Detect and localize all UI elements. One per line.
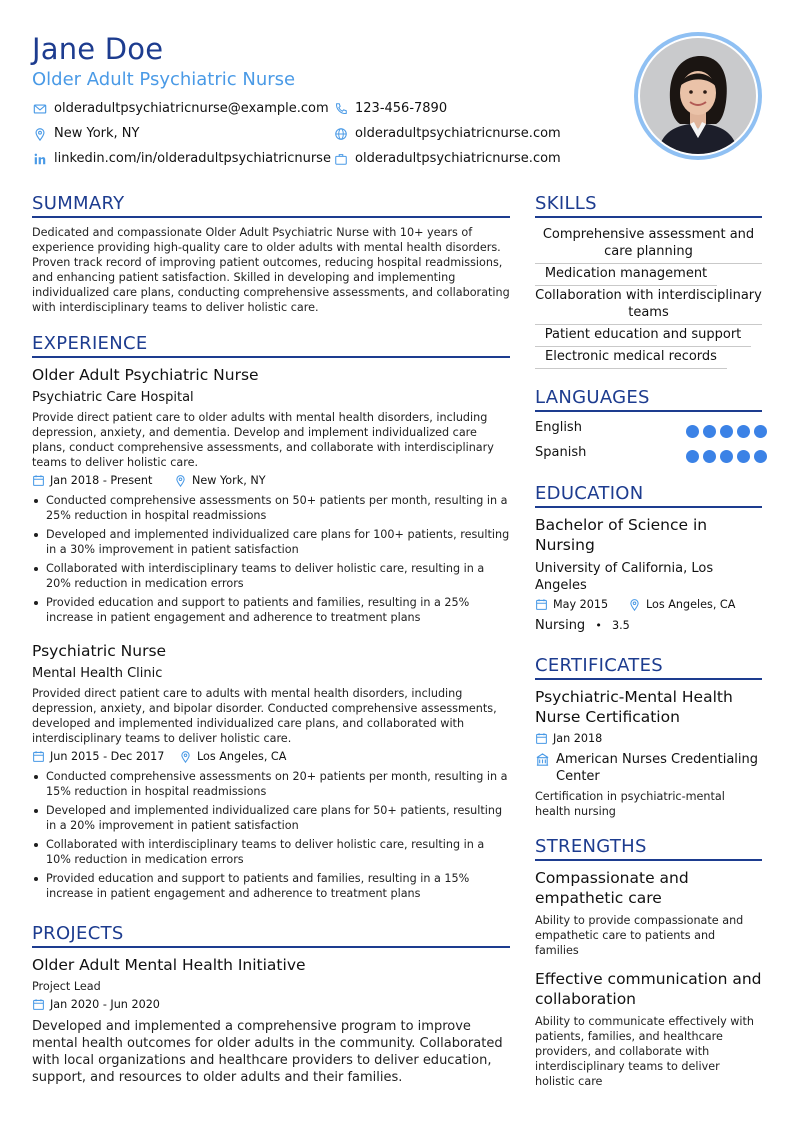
school-name: University of California, Los Angeles bbox=[535, 561, 714, 593]
experience-heading: EXPERIENCE bbox=[32, 333, 148, 354]
calendar-icon bbox=[32, 474, 45, 487]
experience-divider bbox=[32, 356, 510, 358]
languages-divider bbox=[535, 410, 762, 412]
education-location: Los Angeles, CA bbox=[628, 598, 735, 611]
avatar bbox=[634, 32, 762, 160]
separator-dot: • bbox=[595, 619, 602, 632]
job-dates: Jan 2018 - Present bbox=[32, 474, 152, 487]
project-role: Project Lead bbox=[32, 980, 101, 993]
certificate-name: Psychiatric-Mental Health Nurse Certification bbox=[535, 688, 733, 726]
contact-email[interactable] bbox=[32, 101, 329, 116]
project-name: Older Adult Mental Health Initiative bbox=[32, 956, 306, 974]
job-location: Los Angeles, CA bbox=[179, 750, 286, 763]
certificates-divider bbox=[535, 678, 762, 680]
skill-item: Electronic medical records bbox=[535, 348, 727, 369]
location-text: New York, NY bbox=[54, 126, 140, 141]
portfolio-text: olderadultpsychiatricnurse.com bbox=[355, 151, 561, 166]
rating-dot bbox=[754, 425, 767, 438]
project-description: Developed and implemented a comprehensive program to improve mental health outcomes for older adults in the community. Collaborated with local organizations and healthcare providers to deliver education, support, and resources to older adults and their families. bbox=[32, 1019, 503, 1085]
contact-linkedin[interactable] bbox=[32, 151, 331, 166]
projects-heading: PROJECTS bbox=[32, 923, 124, 944]
map-pin-icon bbox=[174, 474, 187, 487]
strength-name: Compassionate and empathetic care bbox=[535, 869, 689, 907]
rating-dot bbox=[737, 450, 750, 463]
skills-divider bbox=[535, 216, 762, 218]
phone-icon bbox=[333, 101, 348, 116]
strengths-heading: STRENGTHS bbox=[535, 836, 647, 857]
project-dates: Jan 2020 - Jun 2020 bbox=[32, 998, 160, 1011]
briefcase-icon bbox=[333, 151, 348, 166]
strength-description: Ability to communicate effectively with patients, families, and healthcare providers, and collaborate with interdisciplinary teams to deliver holistic care bbox=[535, 1015, 754, 1088]
education-dates: May 2015 bbox=[535, 598, 608, 611]
summary-heading: SUMMARY bbox=[32, 193, 125, 214]
job-location: New York, NY bbox=[174, 474, 266, 487]
map-pin-icon bbox=[179, 750, 192, 763]
summary-text: Dedicated and compassionate Older Adult Psychiatric Nurse with 10+ years of experience providing high-quality care to older adults with mental health disorders. Proven track record of improving patient outcomes, reducing hospital readmissions, and enhancing patient satisfaction. Skilled in developing and implementing individualized care plans, conducting comprehensive assessments, and collaborating with interdisciplinary teams to deliver holistic care. bbox=[32, 226, 510, 314]
languages-heading: LANGUAGES bbox=[535, 387, 650, 408]
map-pin-icon bbox=[32, 126, 47, 141]
language-name: English bbox=[535, 420, 582, 435]
certificates-heading: CERTIFICATES bbox=[535, 655, 663, 676]
contact-phone[interactable] bbox=[333, 101, 447, 116]
certificate-description: Certification in psychiatric-mental health nursing bbox=[535, 790, 725, 818]
contact-website[interactable] bbox=[333, 126, 561, 141]
projects-divider bbox=[32, 946, 510, 948]
strength-name: Effective communication and collaboration bbox=[535, 970, 762, 1008]
list-item: Collaborated with interdisciplinary teams to deliver holistic care, resulting in a 10% reduction in medication errors bbox=[32, 837, 512, 867]
skill-item: Medication management bbox=[535, 265, 717, 286]
list-item: Conducted comprehensive assessments on 20+ patients per month, resulting in a 15% reduction in hospital readmissions bbox=[32, 769, 512, 799]
rating-dot bbox=[720, 425, 733, 438]
rating-dot bbox=[703, 450, 716, 463]
list-item: Developed and implemented individualized care plans for 100+ patients, resulting in a 30% improvement in patient satisfaction bbox=[32, 527, 512, 557]
education-gpa: 3.5 bbox=[611, 619, 630, 632]
calendar-icon bbox=[32, 750, 45, 763]
linkedin-icon bbox=[32, 151, 47, 166]
skill-item: Comprehensive assessment and care planning bbox=[535, 226, 762, 264]
education-heading: EDUCATION bbox=[535, 483, 644, 504]
education-divider bbox=[535, 506, 762, 508]
globe-icon bbox=[333, 126, 348, 141]
skills-heading: SKILLS bbox=[535, 193, 597, 214]
language-rating bbox=[686, 450, 767, 463]
rating-dot bbox=[686, 450, 699, 463]
rating-dot bbox=[720, 450, 733, 463]
job-achievements bbox=[32, 769, 512, 905]
language-rating bbox=[686, 425, 767, 438]
website-text: olderadultpsychiatricnurse.com bbox=[355, 126, 561, 141]
company-name: Psychiatric Care Hospital bbox=[32, 390, 194, 405]
summary-divider bbox=[32, 216, 510, 218]
candidate-role: Older Adult Psychiatric Nurse bbox=[32, 69, 296, 90]
rating-dot bbox=[703, 425, 716, 438]
map-pin-icon bbox=[628, 598, 641, 611]
job-description: Provided direct patient care to adults with mental health disorders, including depression, anxiety, and bipolar disorder. Conducted comprehensive assessments, developed and implemented individualized care plans, and collaborated with interdisciplinary teams to deliver holistic care. bbox=[32, 687, 497, 745]
strengths-divider bbox=[535, 859, 762, 861]
calendar-icon bbox=[535, 598, 548, 611]
job-title: Older Adult Psychiatric Nurse bbox=[32, 366, 259, 384]
list-item: Provided education and support to patients and families, resulting in a 15% increase in patient engagement and adherence to treatment plans bbox=[32, 871, 512, 901]
certificate-issuer: American Nurses Credentialing Center bbox=[535, 751, 762, 785]
rating-dot bbox=[686, 425, 699, 438]
degree-name: Bachelor of Science in Nursing bbox=[535, 516, 708, 554]
strength-description: Ability to provide compassionate and empathetic care to patients and families bbox=[535, 914, 744, 957]
list-item: Collaborated with interdisciplinary teams to deliver holistic care, resulting in a 20% reduction in medication errors bbox=[32, 561, 512, 591]
list-item: Conducted comprehensive assessments on 50+ patients per month, resulting in a 25% reduction in hospital readmissions bbox=[32, 493, 512, 523]
job-description: Provide direct patient care to older adults with mental health disorders, including depression, anxiety, and dementia. Develop and implement individualized care plans, conduct comprehensive assessments, and collaborate with interdisciplinary teams to deliver holistic care. bbox=[32, 411, 494, 469]
email-text: olderadultpsychiatricnurse@example.com bbox=[54, 101, 329, 116]
rating-dot bbox=[754, 450, 767, 463]
certificate-date: Jan 2018 bbox=[535, 732, 602, 745]
list-item: Developed and implemented individualized care plans for 50+ patients, resulting in a 20% improvement in patient satisfaction bbox=[32, 803, 512, 833]
rating-dot bbox=[737, 425, 750, 438]
phone-text: 123-456-7890 bbox=[355, 101, 448, 116]
profile-photo bbox=[640, 38, 756, 154]
company-name: Mental Health Clinic bbox=[32, 666, 163, 681]
linkedin-text: linkedin.com/in/olderadultpsychiatricnurse bbox=[54, 151, 331, 166]
contact-portfolio[interactable] bbox=[333, 151, 561, 166]
job-achievements bbox=[32, 493, 512, 629]
candidate-name: Jane Doe bbox=[32, 32, 164, 66]
education-field: Nursing • 3.5 bbox=[535, 618, 630, 633]
skill-item: Collaboration with interdisciplinary teams bbox=[535, 287, 762, 325]
language-name: Spanish bbox=[535, 445, 587, 460]
calendar-icon bbox=[535, 732, 548, 745]
job-title: Psychiatric Nurse bbox=[32, 642, 167, 660]
calendar-icon bbox=[32, 998, 45, 1011]
list-item: Provided education and support to patients and families, resulting in a 25% increase in patient engagement and adherence to treatment plans bbox=[32, 595, 512, 625]
envelope-icon bbox=[32, 101, 47, 116]
contact-location bbox=[32, 126, 139, 141]
job-dates: Jun 2015 - Dec 2017 bbox=[32, 750, 164, 763]
skill-item: Patient education and support bbox=[535, 326, 751, 347]
building-icon bbox=[535, 752, 550, 767]
